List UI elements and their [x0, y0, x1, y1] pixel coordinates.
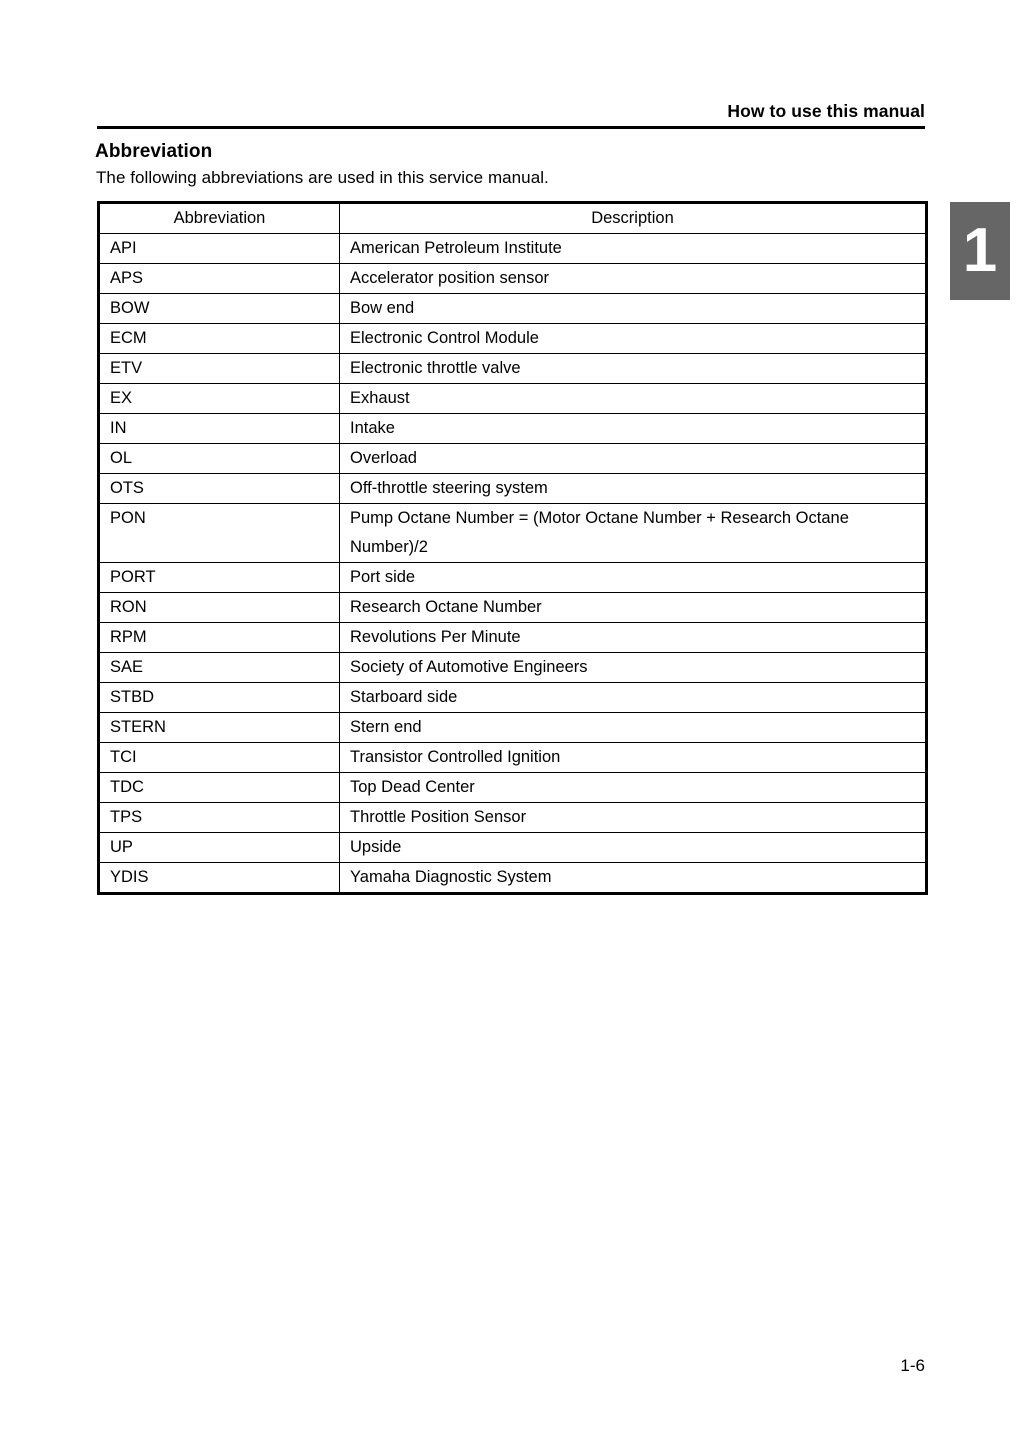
table-row — [99, 294, 927, 324]
abbreviation-text: UP — [110, 838, 133, 856]
cell-abbreviation — [99, 444, 340, 474]
description-text: Off-throttle steering system — [350, 479, 548, 497]
table-row — [99, 743, 927, 773]
description-text: Top Dead Center — [350, 778, 475, 796]
cell-abbreviation — [99, 653, 340, 683]
cell-abbreviation — [99, 234, 340, 264]
cell-description — [340, 593, 927, 623]
table-row — [99, 653, 927, 683]
description-text: Revolutions Per Minute — [350, 628, 521, 646]
abbreviation-text: TDC — [110, 778, 144, 796]
cell-description — [340, 683, 927, 713]
table-row — [99, 863, 927, 894]
description-text: Accelerator position sensor — [350, 269, 550, 287]
table-header-row — [99, 203, 927, 234]
abbreviation-text: PON — [110, 509, 146, 527]
cell-description — [340, 414, 927, 444]
table-row — [99, 773, 927, 803]
abbreviation-text: BOW — [110, 299, 150, 317]
abbreviation-text: EX — [110, 389, 133, 407]
cell-description — [340, 324, 927, 354]
table-row — [99, 324, 927, 354]
cell-abbreviation — [99, 384, 340, 414]
cell-abbreviation — [99, 743, 340, 773]
running-header-title: How to use this manual — [727, 101, 925, 121]
cell-abbreviation — [99, 773, 340, 803]
table-row — [99, 384, 927, 414]
abbreviation-text: API — [110, 239, 137, 257]
cell-description — [340, 354, 927, 384]
table-row — [99, 504, 927, 563]
abbreviation-text: APS — [110, 269, 144, 287]
cell-description — [340, 384, 927, 414]
cell-abbreviation — [99, 474, 340, 504]
description-text: Exhaust — [350, 389, 410, 407]
description-text: Electronic throttle valve — [350, 359, 521, 377]
abbreviation-text: ECM — [110, 329, 147, 347]
cell-abbreviation — [99, 264, 340, 294]
abbreviation-text: PORT — [110, 568, 156, 586]
description-text: Bow end — [350, 299, 415, 317]
abbreviation-text: ETV — [110, 359, 143, 377]
section-intro-text: The following abbreviations are used in this service manual. — [96, 168, 549, 187]
cell-description — [340, 563, 927, 593]
cell-description — [340, 444, 927, 474]
cell-abbreviation — [99, 324, 340, 354]
description-text: Starboard side — [350, 688, 458, 706]
cell-description — [340, 713, 927, 743]
description-text: Upside — [350, 838, 402, 856]
cell-abbreviation — [99, 623, 340, 653]
cell-description — [340, 803, 927, 833]
abbreviation-text: OL — [110, 449, 133, 467]
table-row — [99, 683, 927, 713]
cell-abbreviation — [99, 563, 340, 593]
description-text: Yamaha Diagnostic System — [350, 868, 552, 886]
header-rule — [97, 126, 925, 129]
table-row — [99, 803, 927, 833]
abbreviation-text: RON — [110, 598, 147, 616]
table-row — [99, 593, 927, 623]
cell-description — [340, 474, 927, 504]
cell-abbreviation — [99, 414, 340, 444]
description-text: Intake — [350, 419, 395, 437]
description-text: Pump Octane Number = (Motor Octane Number + Research Octane Number)/2 — [350, 509, 849, 556]
cell-abbreviation — [99, 354, 340, 384]
cell-abbreviation — [99, 713, 340, 743]
description-text: Society of Automotive Engineers — [350, 658, 588, 676]
table-row — [99, 563, 927, 593]
table-row — [99, 623, 927, 653]
table-row — [99, 414, 927, 444]
description-text: Electronic Control Module — [350, 329, 539, 347]
cell-abbreviation — [99, 683, 340, 713]
cell-abbreviation — [99, 833, 340, 863]
description-text: Throttle Position Sensor — [350, 808, 527, 826]
cell-description — [340, 623, 927, 653]
abbreviation-table — [97, 201, 928, 895]
cell-abbreviation — [99, 504, 340, 563]
description-text: Stern end — [350, 718, 422, 736]
table-row — [99, 833, 927, 863]
column-header-abbreviation: Abbreviation — [99, 203, 340, 234]
table-row — [99, 354, 927, 384]
table-row — [99, 264, 927, 294]
cell-abbreviation — [99, 593, 340, 623]
cell-description — [340, 833, 927, 863]
description-text: Overload — [350, 449, 417, 467]
column-header-description: Description — [340, 203, 927, 234]
cell-description — [340, 504, 927, 563]
abbreviation-text: STERN — [110, 718, 166, 736]
abbreviation-text: STBD — [110, 688, 155, 706]
description-text: American Petroleum Institute — [350, 239, 562, 257]
table-body — [99, 234, 927, 894]
description-text: Transistor Controlled Ignition — [350, 748, 561, 766]
abbreviation-text: YDIS — [110, 868, 149, 886]
page-number: 1-6 — [900, 1356, 925, 1375]
table-row — [99, 474, 927, 504]
cell-description — [340, 653, 927, 683]
cell-description — [340, 294, 927, 324]
abbreviation-text: RPM — [110, 628, 147, 646]
table-row — [99, 234, 927, 264]
description-text: Port side — [350, 568, 416, 586]
cell-description — [340, 773, 927, 803]
description-text: Research Octane Number — [350, 598, 542, 616]
cell-description — [340, 863, 927, 894]
cell-abbreviation — [99, 863, 340, 894]
cell-abbreviation — [99, 294, 340, 324]
cell-description — [340, 743, 927, 773]
abbreviation-text: TCI — [110, 748, 137, 766]
cell-description — [340, 234, 927, 264]
abbreviation-text: IN — [110, 419, 127, 437]
table-row — [99, 444, 927, 474]
abbreviation-text: SAE — [110, 658, 144, 676]
chapter-tab-marker: 1 — [950, 202, 1010, 300]
cell-abbreviation — [99, 803, 340, 833]
abbreviation-text: TPS — [110, 808, 143, 826]
table-row — [99, 713, 927, 743]
cell-description — [340, 264, 927, 294]
page-title: Abbreviation — [95, 141, 213, 162]
abbreviation-text: OTS — [110, 479, 144, 497]
